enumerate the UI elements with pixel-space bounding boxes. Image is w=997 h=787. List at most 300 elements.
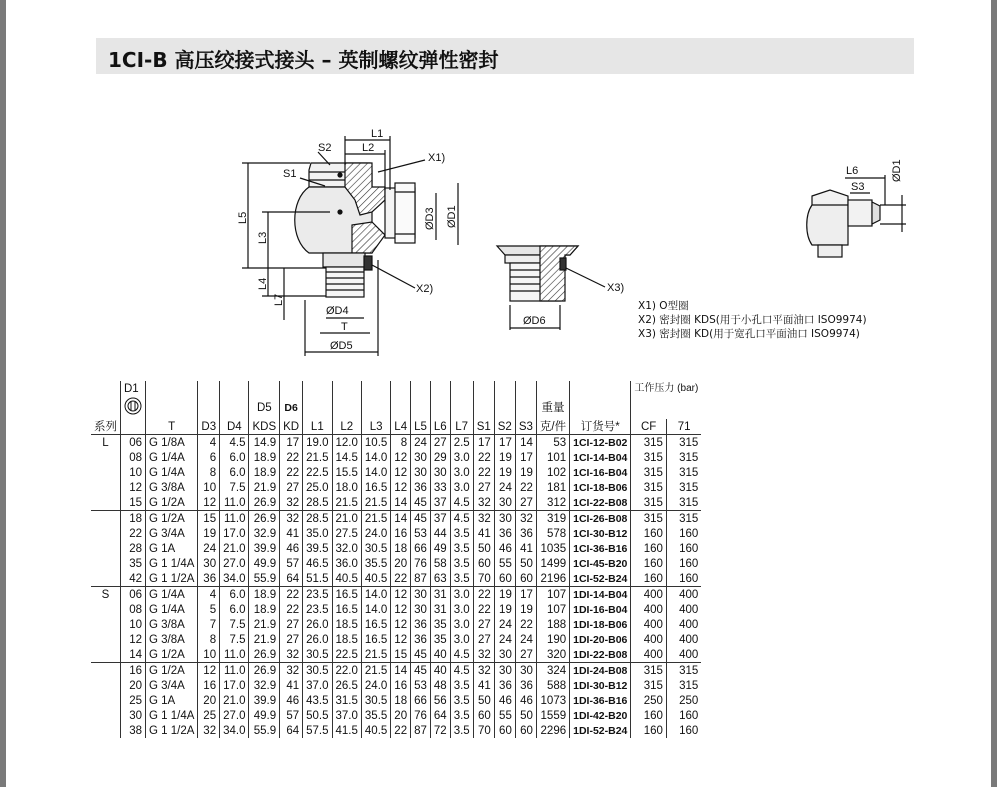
table-cell: 315: [631, 435, 667, 451]
header-d5: D5: [249, 397, 280, 419]
table-cell: 160: [666, 541, 701, 556]
table-cell: 27: [515, 495, 536, 511]
header-d6: D6: [280, 397, 303, 419]
table-cell: 64: [280, 723, 303, 738]
label-s3: S3: [851, 181, 865, 193]
header-t: T: [146, 419, 198, 435]
table-cell: 32: [198, 723, 220, 738]
header-l3: L3: [361, 419, 390, 435]
label-l2: L2: [362, 142, 375, 154]
table-cell: G 1 1/4A: [146, 708, 198, 723]
table-cell: 25.0: [303, 480, 332, 495]
table-cell: G 1/2A: [146, 647, 198, 663]
table-cell: 25: [121, 693, 146, 708]
table-cell: 36: [411, 480, 431, 495]
table-cell: 46: [494, 693, 515, 708]
table-cell: 8: [198, 465, 220, 480]
table-cell: 18.9: [249, 450, 280, 465]
table-cell: 24: [494, 617, 515, 632]
table-cell: 21.9: [249, 617, 280, 632]
table-cell: 41: [515, 541, 536, 556]
table-cell: 188: [536, 617, 569, 632]
table-cell: 30: [411, 602, 431, 617]
table-cell: 14.0: [361, 465, 390, 480]
table-cell: 400: [666, 632, 701, 647]
table-cell: 400: [666, 602, 701, 617]
table-cell: 22: [391, 571, 411, 587]
table-cell: 32: [280, 663, 303, 679]
table-cell: 14: [515, 435, 536, 451]
table-cell: 64: [430, 708, 450, 723]
table-cell: 27.0: [220, 708, 249, 723]
table-cell: 21.5: [303, 450, 332, 465]
header-kds: KDS: [249, 419, 280, 435]
table-cell: 56: [430, 693, 450, 708]
header-d3: D3: [198, 419, 220, 435]
table-cell: 18.0: [332, 480, 361, 495]
table-cell: 30: [411, 465, 431, 480]
table-row: [91, 723, 701, 738]
table-cell: 17.0: [220, 678, 249, 693]
label-x2: X2): [416, 283, 434, 295]
table-cell: 315: [666, 511, 701, 527]
table-cell: 46: [494, 541, 515, 556]
table-cell: 40: [430, 663, 450, 679]
table-cell: 37.0: [303, 678, 332, 693]
header-l6: L6: [430, 419, 450, 435]
table-cell: 22: [473, 450, 494, 465]
table-cell: 160: [666, 526, 701, 541]
table-cell: 19: [515, 602, 536, 617]
table-cell: 21.5: [361, 511, 390, 527]
series-cell: [91, 556, 121, 571]
table-cell: G 1/4A: [146, 587, 198, 603]
table-cell: 12: [391, 617, 411, 632]
table-cell: 400: [666, 617, 701, 632]
table-cell: 3.5: [450, 693, 473, 708]
table-cell: G 1/2A: [146, 663, 198, 679]
table-cell: 315: [666, 678, 701, 693]
table-cell: 72: [430, 723, 450, 738]
table-row: [91, 617, 701, 632]
table-cell: 22.5: [332, 647, 361, 663]
table-cell: 21.5: [361, 495, 390, 511]
table-cell: 32.9: [249, 678, 280, 693]
table-cell: 36: [494, 526, 515, 541]
table-cell: 3.0: [450, 450, 473, 465]
table-cell: 12: [198, 495, 220, 511]
table-cell: 107: [536, 587, 569, 603]
table-cell: 31: [430, 602, 450, 617]
note-x1: X1) O型圈: [638, 300, 689, 312]
table-cell: 3.5: [450, 708, 473, 723]
table-cell: 315: [631, 480, 667, 495]
label-s2: S2: [318, 142, 332, 154]
table-row: [91, 556, 701, 571]
order-number-cell: 1CI-45-B20: [570, 556, 631, 571]
table-cell: 57.5: [303, 723, 332, 738]
table-cell: 250: [631, 693, 667, 708]
table-cell: 19.0: [303, 435, 332, 451]
table-body: [91, 435, 701, 739]
table-cell: 21.0: [332, 511, 361, 527]
header-l7: L7: [450, 419, 473, 435]
table-cell: 1035: [536, 541, 569, 556]
table-cell: 20: [391, 708, 411, 723]
table-cell: 31.5: [332, 693, 361, 708]
table-cell: 39.9: [249, 693, 280, 708]
series-cell: [91, 450, 121, 465]
table-cell: 22: [121, 526, 146, 541]
table-cell: 160: [631, 556, 667, 571]
table-cell: 58: [430, 556, 450, 571]
table-cell: 22: [515, 480, 536, 495]
table-cell: 35.5: [361, 556, 390, 571]
table-cell: 578: [536, 526, 569, 541]
table-cell: 315: [631, 495, 667, 511]
table-cell: 60: [473, 556, 494, 571]
label-l3: L3: [257, 231, 269, 244]
table-cell: 60: [515, 723, 536, 738]
table-cell: 160: [631, 708, 667, 723]
label-side-d1: ØD1: [891, 159, 903, 182]
table-cell: 37: [430, 511, 450, 527]
table-cell: 1073: [536, 693, 569, 708]
table-row: [91, 678, 701, 693]
series-cell: [91, 663, 121, 679]
table-cell: 34.0: [220, 723, 249, 738]
table-row: [91, 571, 701, 587]
table-cell: 30: [198, 556, 220, 571]
table-cell: 30: [411, 587, 431, 603]
table-cell: 46: [515, 693, 536, 708]
table-cell: 7: [198, 617, 220, 632]
table-cell: 14.0: [361, 602, 390, 617]
table-row: [91, 465, 701, 480]
table-cell: 10: [198, 647, 220, 663]
table-cell: 20: [391, 556, 411, 571]
table-cell: 41: [473, 678, 494, 693]
table-cell: 50.5: [303, 708, 332, 723]
series-cell: [91, 693, 121, 708]
table-cell: 60: [494, 571, 515, 587]
header-weight: 重量: [536, 397, 569, 419]
order-number-cell: 1CI-52-B24: [570, 571, 631, 587]
table-cell: 11.0: [220, 663, 249, 679]
table-cell: G 3/8A: [146, 617, 198, 632]
table-cell: 19: [515, 465, 536, 480]
table-cell: 21.5: [361, 663, 390, 679]
table-cell: 1499: [536, 556, 569, 571]
table-cell: 28.5: [303, 511, 332, 527]
table-cell: 324: [536, 663, 569, 679]
header-71: 71: [666, 419, 701, 435]
table-cell: 41.5: [332, 723, 361, 738]
table-cell: 27.5: [332, 526, 361, 541]
header-kd: KD: [280, 419, 303, 435]
table-cell: 2296: [536, 723, 569, 738]
order-number-cell: 1DI-18-B06: [570, 617, 631, 632]
table-row: [91, 495, 701, 511]
table-cell: 7.5: [220, 480, 249, 495]
table-cell: 32: [515, 511, 536, 527]
series-cell: [91, 541, 121, 556]
table-cell: 40.5: [361, 571, 390, 587]
table-cell: 55.9: [249, 723, 280, 738]
table-cell: 22: [280, 465, 303, 480]
table-cell: 3.0: [450, 632, 473, 647]
table-cell: 4.5: [450, 647, 473, 663]
series-cell: L: [102, 436, 109, 449]
table-cell: 27: [280, 480, 303, 495]
table-cell: G 3/8A: [146, 480, 198, 495]
table-cell: 315: [631, 450, 667, 465]
table-cell: 400: [631, 647, 667, 663]
header-l4: L4: [391, 419, 411, 435]
table-cell: 70: [473, 723, 494, 738]
table-cell: 10: [198, 480, 220, 495]
table-cell: 19: [494, 465, 515, 480]
table-cell: 18: [391, 541, 411, 556]
table-cell: 3.0: [450, 465, 473, 480]
table-cell: 22: [473, 587, 494, 603]
table-cell: 315: [666, 480, 701, 495]
table-cell: 36: [198, 571, 220, 587]
table-cell: 57: [280, 556, 303, 571]
table-cell: 22: [473, 465, 494, 480]
table-cell: 25: [198, 708, 220, 723]
table-cell: 30: [411, 450, 431, 465]
table-cell: 12: [391, 465, 411, 480]
table-cell: 23.5: [303, 587, 332, 603]
table-cell: 32: [473, 495, 494, 511]
table-cell: G 3/4A: [146, 678, 198, 693]
table-cell: 45: [411, 647, 431, 663]
table-cell: 12: [391, 450, 411, 465]
header-s1: S1: [473, 419, 494, 435]
table-cell: 107: [536, 602, 569, 617]
table-cell: 3.5: [450, 723, 473, 738]
table-cell: 35: [430, 617, 450, 632]
header-s3: S3: [515, 419, 536, 435]
table-cell: 18.5: [332, 632, 361, 647]
table-cell: 16: [391, 526, 411, 541]
label-t: T: [341, 321, 348, 333]
table-cell: 19: [494, 450, 515, 465]
table-cell: 10: [121, 617, 146, 632]
table-cell: 40.5: [361, 723, 390, 738]
table-cell: 35.0: [303, 526, 332, 541]
table-cell: 16: [121, 663, 146, 679]
header-l1: L1: [303, 419, 332, 435]
table-cell: G 3/8A: [146, 632, 198, 647]
table-cell: 14.5: [332, 450, 361, 465]
label-s1: S1: [283, 168, 297, 180]
table-cell: 34.0: [220, 571, 249, 587]
table-cell: 29: [430, 450, 450, 465]
order-number-cell: 1DI-42-B20: [570, 708, 631, 723]
table-cell: G 1 1/4A: [146, 556, 198, 571]
table-cell: 400: [631, 587, 667, 603]
table-row: [91, 647, 701, 663]
table-cell: 4.5: [450, 663, 473, 679]
order-number-cell: 1DI-22-B08: [570, 647, 631, 663]
table-cell: 160: [666, 571, 701, 587]
label-d1: ØD1: [446, 205, 458, 228]
label-d5: ØD5: [330, 340, 353, 352]
table-cell: 36: [411, 632, 431, 647]
order-number-cell: 1DI-52-B24: [570, 723, 631, 738]
table-cell: 315: [666, 450, 701, 465]
table-cell: 19: [494, 602, 515, 617]
table-cell: 44: [430, 526, 450, 541]
header-weight-unit: 克/件: [536, 419, 569, 435]
table-cell: G 1/8A: [146, 435, 198, 451]
order-number-cell: 1CI-18-B06: [570, 480, 631, 495]
table-cell: 3.5: [450, 541, 473, 556]
table-cell: 17: [515, 450, 536, 465]
table-cell: 45: [411, 663, 431, 679]
d1-circle-icon: [121, 397, 146, 419]
table-cell: 30.5: [361, 541, 390, 556]
table-cell: 66: [411, 541, 431, 556]
table-cell: 49: [430, 541, 450, 556]
table-cell: 181: [536, 480, 569, 495]
table-cell: 4.5: [220, 435, 249, 451]
table-cell: 70: [473, 571, 494, 587]
order-number-cell: 1CI-16-B04: [570, 465, 631, 480]
table-cell: 32.9: [249, 526, 280, 541]
note-x3: X3) 密封圈 KD(用于宽孔口平面油口 ISO9974): [638, 328, 860, 340]
table-cell: 15: [198, 511, 220, 527]
table-cell: 35: [121, 556, 146, 571]
table-cell: 08: [121, 602, 146, 617]
table-cell: 2.5: [450, 435, 473, 451]
table-cell: 28.5: [303, 495, 332, 511]
order-number-cell: 1CI-22-B08: [570, 495, 631, 511]
table-cell: 315: [631, 465, 667, 480]
series-cell: [91, 480, 121, 495]
header-d4: D4: [220, 419, 249, 435]
table-cell: 49.9: [249, 556, 280, 571]
table-cell: 42: [121, 571, 146, 587]
table-cell: 33: [430, 480, 450, 495]
header-d1: D1: [121, 381, 146, 397]
table-row: [91, 526, 701, 541]
table-cell: 24: [494, 480, 515, 495]
table-cell: 400: [631, 632, 667, 647]
table-cell: 3.0: [450, 602, 473, 617]
table-cell: 30.5: [303, 647, 332, 663]
table-cell: 400: [666, 647, 701, 663]
table-cell: 28: [121, 541, 146, 556]
table-cell: 22: [515, 617, 536, 632]
table-cell: 16.5: [361, 632, 390, 647]
table-cell: 160: [631, 541, 667, 556]
series-cell: [91, 602, 121, 617]
table-cell: 55: [494, 708, 515, 723]
table-cell: 24: [515, 632, 536, 647]
table-cell: 18.9: [249, 465, 280, 480]
table-cell: 6.0: [220, 602, 249, 617]
table-cell: 16.5: [361, 480, 390, 495]
order-number-cell: 1CI-14-B04: [570, 450, 631, 465]
series-cell: [91, 617, 121, 632]
table-cell: 17.0: [220, 526, 249, 541]
table-cell: G 1 1/2A: [146, 723, 198, 738]
table-cell: 49.9: [249, 708, 280, 723]
table-cell: 36: [515, 526, 536, 541]
table-cell: 32: [473, 663, 494, 679]
table-cell: 27: [515, 647, 536, 663]
table-cell: 7.5: [220, 617, 249, 632]
label-x3: X3): [607, 282, 625, 294]
table-cell: 32: [280, 647, 303, 663]
note-x2: X2) 密封圈 KDS(用于小孔口平面油口 ISO9974): [638, 314, 867, 326]
table-cell: 30: [494, 511, 515, 527]
table-cell: 27: [280, 617, 303, 632]
label-d4: ØD4: [326, 305, 349, 317]
table-cell: 4: [198, 435, 220, 451]
table-cell: 315: [666, 435, 701, 451]
order-number-cell: 1CI-30-B12: [570, 526, 631, 541]
order-number-cell: 1DI-30-B12: [570, 678, 631, 693]
table-cell: 46: [280, 541, 303, 556]
table-cell: 55: [494, 556, 515, 571]
table-cell: 55.9: [249, 571, 280, 587]
label-l5: L5: [237, 211, 249, 224]
table-cell: 38: [121, 723, 146, 738]
table-cell: 23.5: [303, 602, 332, 617]
table-cell: 31: [430, 587, 450, 603]
table-cell: 16: [198, 678, 220, 693]
table-cell: 190: [536, 632, 569, 647]
table-cell: 51.5: [303, 571, 332, 587]
table-cell: 22: [473, 602, 494, 617]
table-row: [91, 541, 701, 556]
table-cell: 8: [391, 435, 411, 451]
table-cell: 20: [198, 693, 220, 708]
table-cell: 315: [666, 495, 701, 511]
table-cell: 30: [494, 663, 515, 679]
table-cell: 160: [666, 708, 701, 723]
table-cell: 26.0: [303, 632, 332, 647]
table-cell: 20: [121, 678, 146, 693]
table-cell: 32.0: [332, 541, 361, 556]
label-l4: L4: [257, 277, 269, 290]
header-l2: L2: [332, 419, 361, 435]
table-cell: 12: [391, 602, 411, 617]
table-cell: 3.0: [450, 480, 473, 495]
table-cell: 53: [411, 678, 431, 693]
table-cell: 14.0: [361, 587, 390, 603]
table-cell: 39.5: [303, 541, 332, 556]
header-s2: S2: [494, 419, 515, 435]
table-cell: 12: [121, 632, 146, 647]
table-cell: 36.0: [332, 556, 361, 571]
table-cell: 50: [515, 708, 536, 723]
table-cell: 21.9: [249, 632, 280, 647]
table-cell: 24: [198, 541, 220, 556]
table-cell: 6.0: [220, 450, 249, 465]
table-cell: 27.0: [220, 556, 249, 571]
series-cell: [91, 495, 121, 511]
table-cell: 22: [280, 450, 303, 465]
table-row: [91, 663, 701, 679]
table-cell: 36: [411, 617, 431, 632]
table-cell: G 1A: [146, 541, 198, 556]
table-cell: 30: [494, 495, 515, 511]
